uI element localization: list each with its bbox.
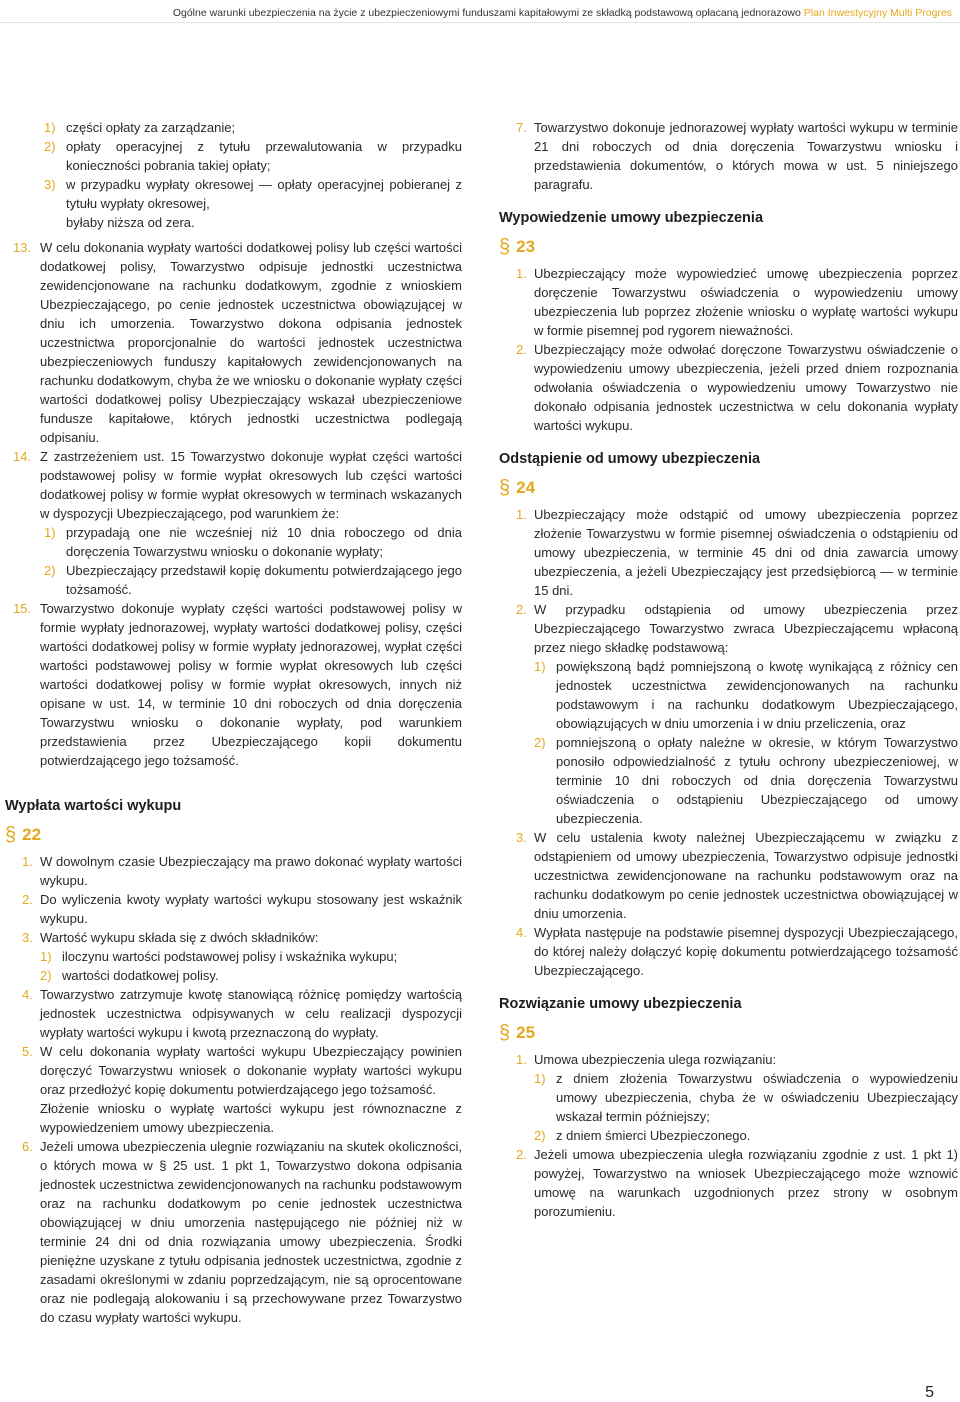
paragraph-marker: § 22 bbox=[5, 824, 42, 846]
left-column bbox=[5, 118, 462, 1327]
list-item: 1) z dniem złożenia Towarzystwu oświadczenia o wypowiedzeniu umowy ubezpieczenia, chyba że w oświadczeniu Ubezpieczający wskazał termin późniejszy; bbox=[534, 1071, 958, 1124]
right-column bbox=[499, 118, 958, 1221]
section-sign-icon: § bbox=[499, 1022, 511, 1044]
list-item: 4. Towarzystwo zatrzymuje kwotę stanowiącą różnicę pomiędzy wartością jednostek uczestnictwa odpisywanych w celu realizacji dyspozycji wypłaty wartości wykupu i kwotą przeznaczoną do wypłaty. bbox=[22, 987, 462, 1040]
list-item: 2) pomniejszoną o opłaty należne w okresie, w którym Towarzystwo ponosiło odpowiedzialność z tytułu ochrony ubezpieczeniowej, w terminie 10 dni roboczych od dnia doręczenia Towarzystwu oświadczenia o odstąpieniu Ubezpieczającego od umowy ubezpieczenia. bbox=[534, 735, 958, 826]
list-item: 1) części opłaty za zarządzanie; bbox=[44, 120, 236, 135]
paragraph-marker: § 24 bbox=[499, 477, 536, 499]
list-item: 4. Wypłata następuje na podstawie pisemnej dyspozycji Ubezpieczającego, do której należy dołączyć kopię dokumentu potwierdzającego tożsamość Ubezpieczającego. bbox=[516, 925, 958, 978]
sub-list bbox=[40, 947, 462, 985]
list-item: 1. Umowa ubezpieczenia ulega rozwiązaniu: bbox=[516, 1052, 777, 1067]
list-item: 2) Ubezpieczający przedstawił kopię dokumentu potwierdzającego jego tożsamość. bbox=[44, 563, 462, 597]
header-product-name: Plan Inwestycyjny Multi Progres bbox=[803, 7, 952, 19]
list-item: 1. W dowolnym czasie Ubezpieczający ma prawo dokonać wypłaty wartości wykupu. bbox=[22, 854, 462, 888]
list-item: 1. Ubezpieczający może odstąpić od umowy ubezpieczenia poprzez złożenie Towarzystwu w formie pisemnej oświadczenia o odstąpieniu od umowy ubezpieczenia, w terminie 45 dni od dnia zawarcia umowy ubezpieczenia, a jeżeli Ubezpieczający jest przedsiębiorcą — w terminie 15 dni. bbox=[516, 507, 958, 598]
note-paragraph: Złożenie wniosku o wypłatę wartości wykupu jest równoznaczne z wypowiedzeniem umowy ubezpieczenia. bbox=[40, 1101, 462, 1135]
list-item: 3. W celu ustalenia kwoty należnej Ubezpieczającemu w związku z odstąpieniem od umowy ubezpieczenia, Towarzystwo odpisuje jednostki uczestnictwa zewidencjonowane na rachunku podstawowym oraz na rachunku dodatkowym po cenie jednostek uczestnictwa obowiązującej w dniu umorzenia. bbox=[516, 830, 958, 921]
list-item: 1) powiększoną bądź pomniejszoną o kwotę wynikającą z różnicy cen jednostek uczestnictwa zewidencjonowanych na rachunku podstawowym i na rachunku dodatkowym Ubezpieczającego, obowiązujących w dniu umorzenia i w dniu przeliczenia, oraz bbox=[534, 659, 958, 731]
running-header bbox=[8, 6, 952, 20]
section-sign-icon: § bbox=[5, 824, 17, 846]
list-item: 6. Jeżeli umowa ubezpieczenia ulegnie rozwiązaniu na skutek okoliczności, o których mowa w § 25 ust. 1 pkt 1, Towarzystwo dokona odpisania jednostek uczestnictwa zewidencjonowanych na rachunku podstawowym oraz na rachunku dodatkowym po cenie jednostek uczestnictwa obowiązującej w dniu umorzenia następującego nie później niż w terminie 24 dni od dnia rozwiązania umowy ubezpieczenia. Środki pieniężne uzyskane z tytułu odpisania jednostek uczestnictwa, zgodnie z zasadami określonymi w zdaniu poprzedzającym, nie są oprocentowane oraz nie podlegają alokowaniu i są przechowywane przez Towarzystwo do czasu wypłaty wartości wykupu. bbox=[22, 1139, 462, 1325]
paragraph-14: 14. Z zastrzeżeniem ust. 15 Towarzystwo dokonuje wypłat części wartości podstawowej polisy w formie wypłat okresowych lub części wartości dodatkowej polisy w formie wypłat okresowych w terminach wskazanych w dyspozycji Ubezpieczającego, pod warunkiem że: bbox=[13, 449, 462, 521]
section-title: Wypłata wartości wykupu bbox=[5, 798, 182, 814]
header-title: Ogólne warunki ubezpieczenia na życie z ubezpieczeniowymi funduszami kapitałowymi ze składką podstawową opłacaną jednorazowo bbox=[172, 7, 801, 19]
list-item: 1. Ubezpieczający może wypowiedzieć umowę ubezpieczenia poprzez doręczenie Towarzystwu oświadczenia o wypowiedzeniu umowy ubezpieczenia lub poprzez złożenie wniosku o wypłatę wartości wykupu w formie pisemnej pod rygorem nieważności. bbox=[516, 266, 958, 338]
section-title: Rozwiązanie umowy ubezpieczenia bbox=[499, 996, 742, 1012]
list-item: 1) przypadają one nie wcześniej niż 10 dnia roboczego od dnia doręczenia Towarzystwu wniosku o dokonanie wypłaty; bbox=[44, 525, 462, 559]
list-item: 2. Do wyliczenia kwoty wypłaty wartości wykupu stosowany jest wskaźnik wykupu. bbox=[22, 892, 462, 926]
intro-list bbox=[44, 118, 462, 232]
sub-list bbox=[534, 657, 958, 828]
list-item: 2) z dniem śmierci Ubezpieczonego. bbox=[534, 1128, 751, 1143]
list-item: 7. Towarzystwo dokonuje jednorazowej wypłaty wartości wykupu w terminie 21 dni roboczych od dnia doręczenia Towarzystwu wniosku i przedstawienia dokumentów, o których mowa w ust. 5 niniejszego paragrafu. bbox=[516, 120, 958, 192]
section-title: Wypowiedzenie umowy ubezpieczenia bbox=[499, 210, 764, 226]
list-item: 2) wartości dodatkowej polisy. bbox=[40, 968, 219, 983]
paragraph-15: 15. Towarzystwo dokonuje wypłaty części wartości podstawowej polisy w formie wypłaty jednorazowej, wypłaty wartości dodatkowej polisy, części wartości dodatkowej polisy w formie wypłaty jednorazowej, wypłat części wartości podstawowej polisy w formie wypłat okresowych lub części wartości dodatkowej polisy w formie wypłat okresowych, innych niż opisane w ust. 14, w terminie 10 dni roboczych od dnia doręczenia Towarzystwu wniosku o dokonanie wypłaty, pod warunkiem przedstawienia przez Ubezpieczającego kopii dokumentu potwierdzającego jego tożsamość. bbox=[13, 601, 462, 768]
section-sign-icon: § bbox=[499, 236, 511, 258]
header-divider bbox=[0, 22, 960, 23]
intro-tail: byłaby niższa od zera. bbox=[66, 215, 195, 230]
list-item: 5. W celu dokonania wypłaty wartości wykupu Ubezpieczający powinien doręczyć Towarzystwu wniosek o dokonanie wypłaty wartości wykupu oraz przedłożyć kopię dokumentu potwierdzającego jego tożsamość. bbox=[22, 1044, 462, 1097]
list-item: 2. Ubezpieczający może odwołać doręczone Towarzystwu oświadczenie o wypowiedzeniu umowy ubezpieczenia, jeżeli przed dniem rozpoznania odwołania oświadczenia o wypowiedzeniu umowy Towarzystwo nie dokonało odpisania jednostek uczestnictwa w celu dokonania wypłaty wartości wykupu. bbox=[516, 342, 958, 433]
list-item: 3. Wartość wykupu składa się z dwóch składników: bbox=[22, 930, 319, 945]
paragraph-marker: § 23 bbox=[499, 236, 536, 258]
list-item: 2. W przypadku odstąpienia od umowy ubezpieczenia przez Ubezpieczającego Towarzystwo zwraca Ubezpieczającemu wpłaconą przez niego składkę podstawową: bbox=[516, 602, 958, 655]
list-item: 2. Jeżeli umowa ubezpieczenia uległa rozwiązaniu zgodnie z ust. 1 pkt 1) powyżej, Towarzystwo na wniosek Ubezpieczającego może wznowić umowę na warunkach uzgodnionych przez strony w osobnym porozumieniu. bbox=[516, 1147, 958, 1219]
list-item: 3) w przypadku wypłaty okresowej — opłaty operacyjnej pobieranej z tytułu wypłaty okresowej, bbox=[44, 177, 462, 211]
paragraph-14-list bbox=[44, 523, 462, 599]
paragraph-13: 13. W celu dokonania wypłaty wartości dodatkowej polisy lub części wartości dodatkowej polisy, Towarzystwo odpisuje jednostki uczestnictwa zewidencjonowane na rachunku dodatkowym, zgodnie z wnioskiem Ubezpieczającego, po cenie jednostek uczestnictwa obowiązującej w dniu ich umorzenia. Towarzystwo dokona odpisania jednostek uczestnictwa proporcjonalnie do wartości jednostek uczestnictwa ubezpieczeniowych funduszy kapitałowych zewidencjonowanych na rachunku dodatkowym, chyba że we wniosku o dokonanie wypłaty części wartości dodatkowej polisy Ubezpieczający wskazał ubezpieczeniowe fundusze kapitałowe, których jednostki uczestnictwa podlegają odpisaniu. bbox=[13, 240, 462, 445]
paragraph-marker: § 25 bbox=[499, 1022, 536, 1044]
section-title: Odstąpienie od umowy ubezpieczenia bbox=[499, 451, 761, 467]
sub-list bbox=[534, 1069, 958, 1145]
page-number: 5 bbox=[925, 1384, 934, 1401]
list-item: 1) iloczynu wartości podstawowej polisy i wskaźnika wykupu; bbox=[40, 949, 398, 964]
list-item: 2) opłaty operacyjnej z tytułu przewalutowania w przypadku konieczności pobrania takiej opłaty; bbox=[44, 139, 462, 173]
section-sign-icon: § bbox=[499, 477, 511, 499]
